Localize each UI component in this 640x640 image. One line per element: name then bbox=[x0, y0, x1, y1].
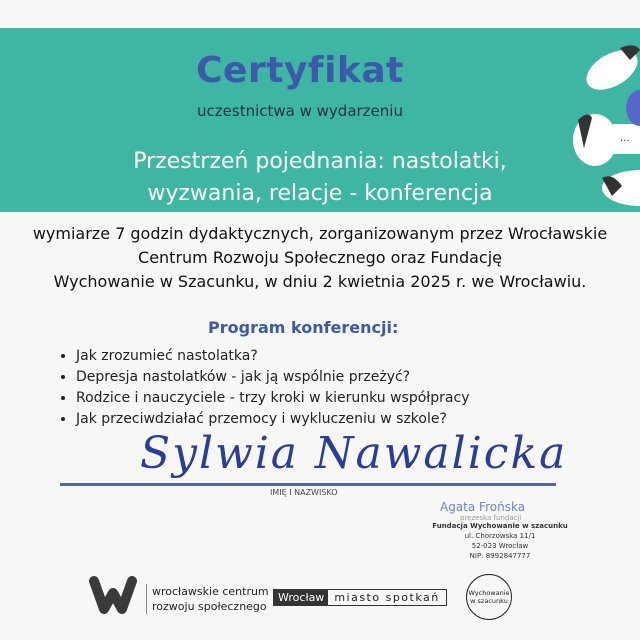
list-item: • Jak przeciwdziałać przemocy i wykluczeniu w szkole? bbox=[76, 409, 470, 430]
signatory-name: Agata Frońska bbox=[440, 500, 526, 514]
program-heading: Program konferencji: bbox=[208, 318, 399, 337]
list-item: • Rodzice i nauczyciele - trzy kroki w kierunku współpracy bbox=[76, 388, 470, 409]
event-title-line: wyzwania, relacje - konferencja bbox=[147, 181, 493, 206]
wroclaw-label: Wrocław bbox=[274, 590, 328, 605]
participant-name: Sylwia Nawalicka bbox=[140, 428, 568, 479]
certificate-title: Certyfikat bbox=[196, 50, 404, 91]
wcrs-logo-text bbox=[146, 584, 269, 614]
wws-logo bbox=[466, 574, 512, 620]
wcrs-line: rozwoju społecznego bbox=[152, 600, 267, 613]
foundation-city: 52-023 Wrocław bbox=[471, 542, 529, 550]
wws-line: Wychowanie bbox=[468, 589, 510, 597]
event-title-line: Przestrzeń pojednania: nastolatki, bbox=[133, 149, 507, 174]
event-title bbox=[0, 146, 640, 210]
signature-line bbox=[60, 483, 556, 486]
wroclaw-tagline: miasto spotkań bbox=[334, 591, 440, 604]
foundation-nip: NIP: 8992847777 bbox=[469, 552, 531, 560]
foundation-name: Fundacja Wychowanie w szacunku bbox=[432, 522, 568, 530]
body-line: wymiarze 7 godzin dydaktycznych, zorganizowanym przez Wrocławskie bbox=[32, 224, 608, 243]
foundation-stamp bbox=[420, 521, 580, 561]
program-list bbox=[58, 346, 470, 430]
certificate-subtitle: uczestnictwa w wydarzeniu bbox=[197, 102, 403, 120]
signatory-role: prezeska fundacji bbox=[460, 514, 522, 522]
list-item: • Jak zrozumieć nastolatka? bbox=[76, 346, 470, 367]
list-item: • Depresja nastolatków - jak ją wspólnie przeżyć? bbox=[76, 367, 470, 388]
name-label: IMIĘ I NAZWISKO bbox=[270, 488, 338, 497]
certificate-body bbox=[0, 222, 640, 294]
wroclaw-logo bbox=[273, 589, 447, 606]
body-line: Wychowanie w Szacunku, w dniu 2 kwietnia 2025 r. we Wrocławiu. bbox=[53, 272, 587, 291]
svg-text:...: ... bbox=[620, 133, 630, 144]
body-line: Centrum Rozwoju Społecznego oraz Fundację bbox=[138, 248, 502, 267]
wws-line: w szacunku bbox=[470, 597, 508, 605]
wcrs-line: wrocławskie centrum bbox=[152, 585, 269, 598]
foundation-street: ul. Chorzowska 11/1 bbox=[464, 532, 536, 540]
wcrs-logo-icon bbox=[88, 575, 138, 615]
